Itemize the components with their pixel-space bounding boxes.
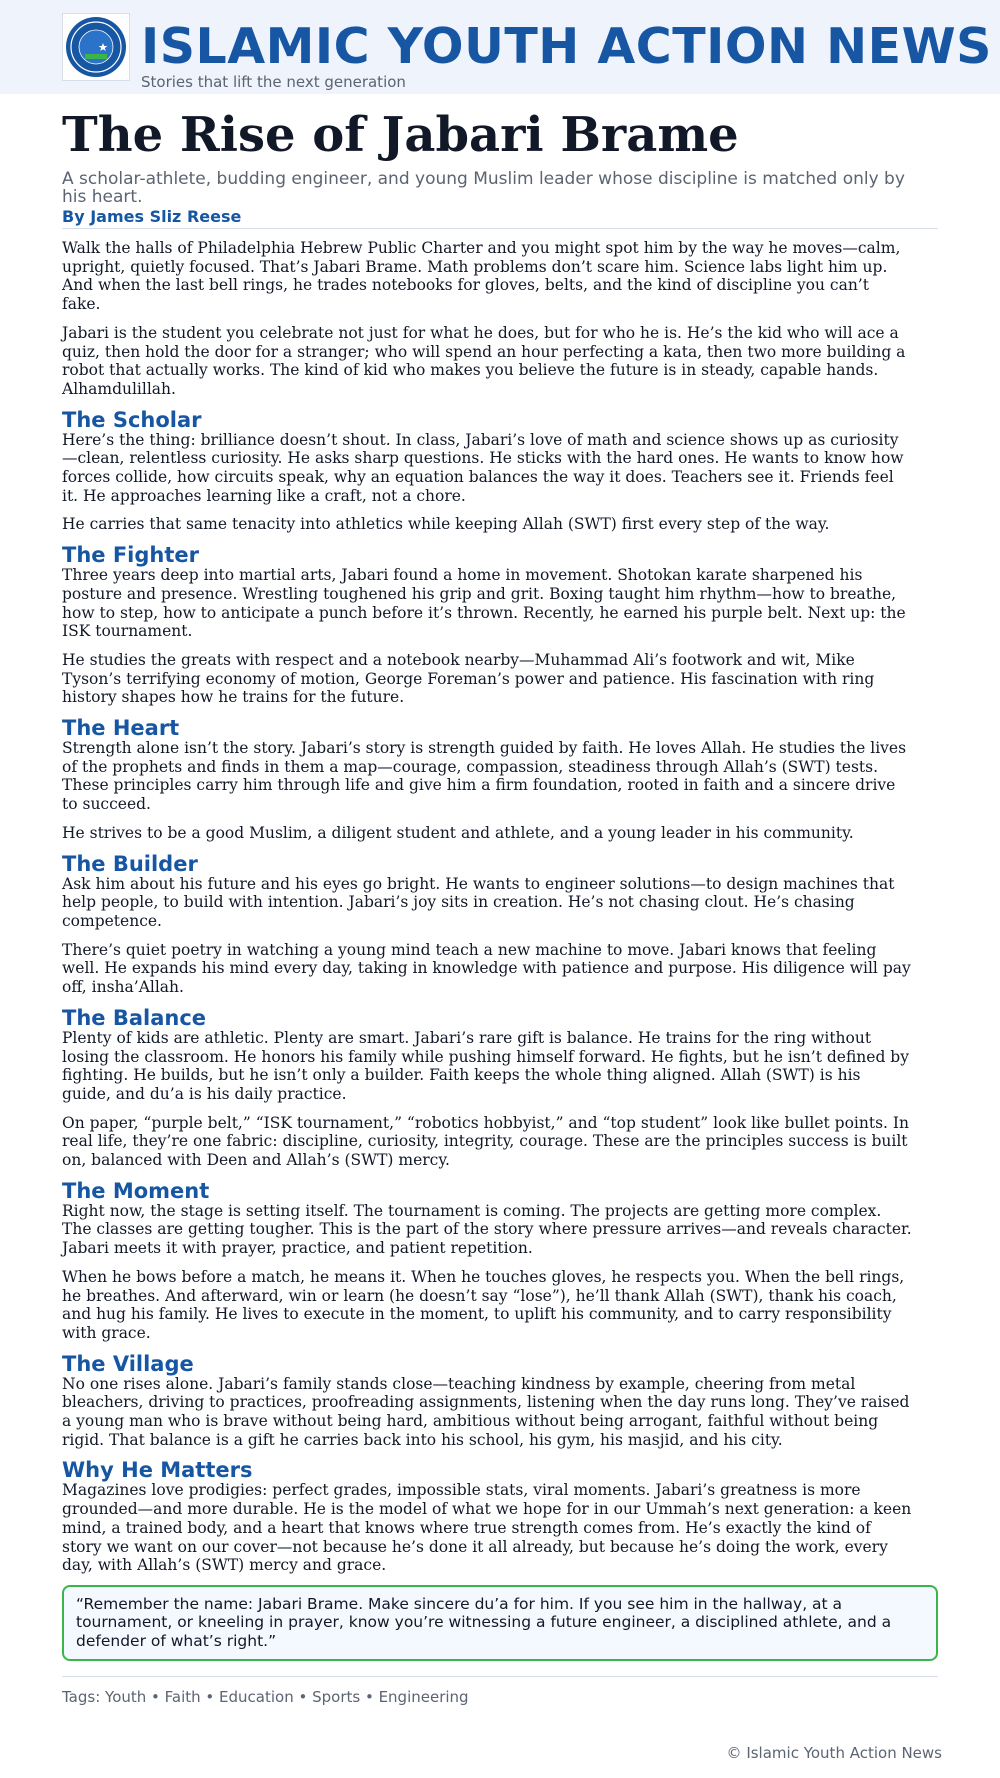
section-paragraph: Right now, the stage is setting itself. The tournament is coming. The projects are getting more complex. The classes are getting tougher. This is the part of the story where pressure arrives—and reveals character. Jabari meets it with prayer, practice, and patient repetition. [62,1201,912,1258]
article-tags[interactable]: Tags: Youth • Faith • Education • Sports • Engineering [62,1688,469,1707]
crescent-seal-logo [62,13,130,81]
section-heading-builder: The Builder [62,851,198,876]
masthead [0,0,1000,94]
site-tagline: Stories that lift the next generation [141,73,406,91]
article-deck: A scholar-athlete, budding engineer, and young Muslim leader whose discipline is matched only by his heart. [62,169,905,207]
site-title[interactable]: ISLAMIC YOUTH ACTION NEWS [141,18,992,75]
article-byline: By James Sliz Reese [62,207,242,226]
section-paragraph: There’s quiet poetry in watching a young mind teach a new machine to move. Jabari knows that feeling well. He expands his mind every day, taking in knowledge with patience and purpose. His diligence will pay off, insha’Allah. [62,940,911,997]
section-heading-why-he-matters: Why He Matters [62,1458,253,1483]
section-paragraph: He carries that same tenacity into athletics while keeping Allah (SWT) first every step of the way. [62,515,830,534]
section-paragraph: Here’s the thing: brilliance doesn’t shout. In class, Jabari’s love of math and science shows up as curiosity—clean, relentless curiosity. He asks sharp questions. He sticks with the hard ones. He wants to know how forces collide, how circuits speak, why an equation balances the way it does. Teachers see it. Friends feel it. He approaches learning like a craft, not a chore. [62,430,904,505]
section-heading-balance: The Balance [62,1005,207,1030]
section-heading-village: The Village [62,1351,194,1376]
section-paragraph: He strives to be a good Muslim, a diligent student and athlete, and a young leader in his community. [62,823,854,842]
section-paragraph: On paper, “purple belt,” “ISK tournament,” “robotics hobbyist,” and “top student” look like bullet points. In real life, they’re one fabric: discipline, curiosity, integrity, courage. These are the principles success is built on, balanced with Deen and Allah’s (SWT) mercy. [62,1113,909,1170]
section-heading-fighter: The Fighter [62,543,199,568]
footer-divider [62,1676,938,1677]
article [62,94,938,1707]
section-paragraph: When he bows before a match, he means it. When he touches gloves, he respects you. When the bell rings, he breathes. And afterward, win or learn (he doesn’t say “lose”), he’ll thank Allah (SWT), thank his coach, and hug his family. He lives to execute in the moment, to uplift his community, and to carry responsibility with grace. [62,1267,905,1342]
intro-paragraph: Walk the halls of Philadelphia Hebrew Public Charter and you might spot him by the way he moves—calm, upright, quietly focused. That’s Jabari Brame. Math problems don’t scare him. Science labs light him up. And when the last bell rings, he trades notebooks for gloves, belts, and the kind of discipline you can’t fake. [62,239,901,314]
section-heading-heart: The Heart [62,716,180,741]
section-paragraph: He studies the greats with respect and a notebook nearby—Muhammad Ali’s footwork and wit, Mike Tyson’s terrifying economy of motion, George Foreman’s power and patience. His fascination with ring history shapes how he trains for the future. [62,650,875,707]
copyright-notice: © Islamic Youth Action News [726,1744,942,1762]
section-paragraph: Magazines love prodigies: perfect grades, impossible stats, viral moments. Jabari’s greatness is more grounded—and more durable. He is the model of what we hope for in our Ummah’s next generation: a keen mind, a trained body, and a heart that knows where true strength comes from. He’s exactly the kind of story we want on our cover—not because he’s done it all already, but because he’s doing the work, every day, with Allah’s (SWT) mercy and grace. [62,1481,912,1575]
section-heading-scholar: The Scholar [62,407,202,432]
article-headline: The Rise of Jabari Brame [62,107,739,163]
section-paragraph: No one rises alone. Jabari’s family stands close—teaching kindness by example, cheering from metal bleachers, driving to practices, proofreading assignments, listening when the day runs long. They’ve raised a young man who is brave without being hard, ambitious without being arrogant, faithful without being rigid. That balance is a gift he carries back into his school, his gym, his masjid, and his city. [62,1374,910,1449]
pull-quote: “Remember the name: Jabari Brame. Make sincere du’a for him. If you see him in the hallway, at a tournament, or kneeling in prayer, know you’re witnessing a future engineer, a disciplined athlete, and a defender of what’s right.” [62,1585,938,1662]
section-heading-moment: The Moment [62,1178,210,1203]
intro-paragraph: Jabari is the student you celebrate not just for what he does, but for who he is. He’s the kid who will ace a quiz, then hold the door for a stranger; who will spend an hour perfecting a kata, then two more building a robot that actually works. The kind of kid who makes you believe the future is in steady, capable hands. Alhamdulillah. [62,323,906,398]
section-paragraph: Ask him about his future and his eyes go bright. He wants to engineer solutions—to design machines that help people, to build with intention. Jabari’s joy sits in creation. He’s not chasing clout. He’s chasing competence. [62,874,895,930]
section-paragraph: Three years deep into martial arts, Jabari found a home in movement. Shotokan karate sharpened his posture and presence. Wrestling toughened his grip and grit. Boxing taught him rhythm—how to breathe, how to step, how to anticipate a punch before it’s thrown. Recently, he earned his purple belt. Next up: the ISK tournament. [62,566,906,641]
section-paragraph: Strength alone isn’t the story. Jabari’s story is strength guided by faith. He loves Allah. He studies the lives of the prophets and finds in them a map—courage, compassion, steadiness through Allah’s (SWT) tests. These principles carry him through life and give him a firm foundation, rooted in faith and a sincere drive to succeed. [62,739,907,814]
header-divider [62,228,938,229]
section-paragraph: Plenty of kids are athletic. Plenty are smart. Jabari’s rare gift is balance. He trains for the ring without losing the classroom. He honors his family while pushing himself forward. He fights, but he isn’t defined by fighting. He builds, but he isn’t only a builder. Faith keeps the whole thing aligned. Allah (SWT) is his guide, and du’a is his daily practice. [62,1028,909,1103]
